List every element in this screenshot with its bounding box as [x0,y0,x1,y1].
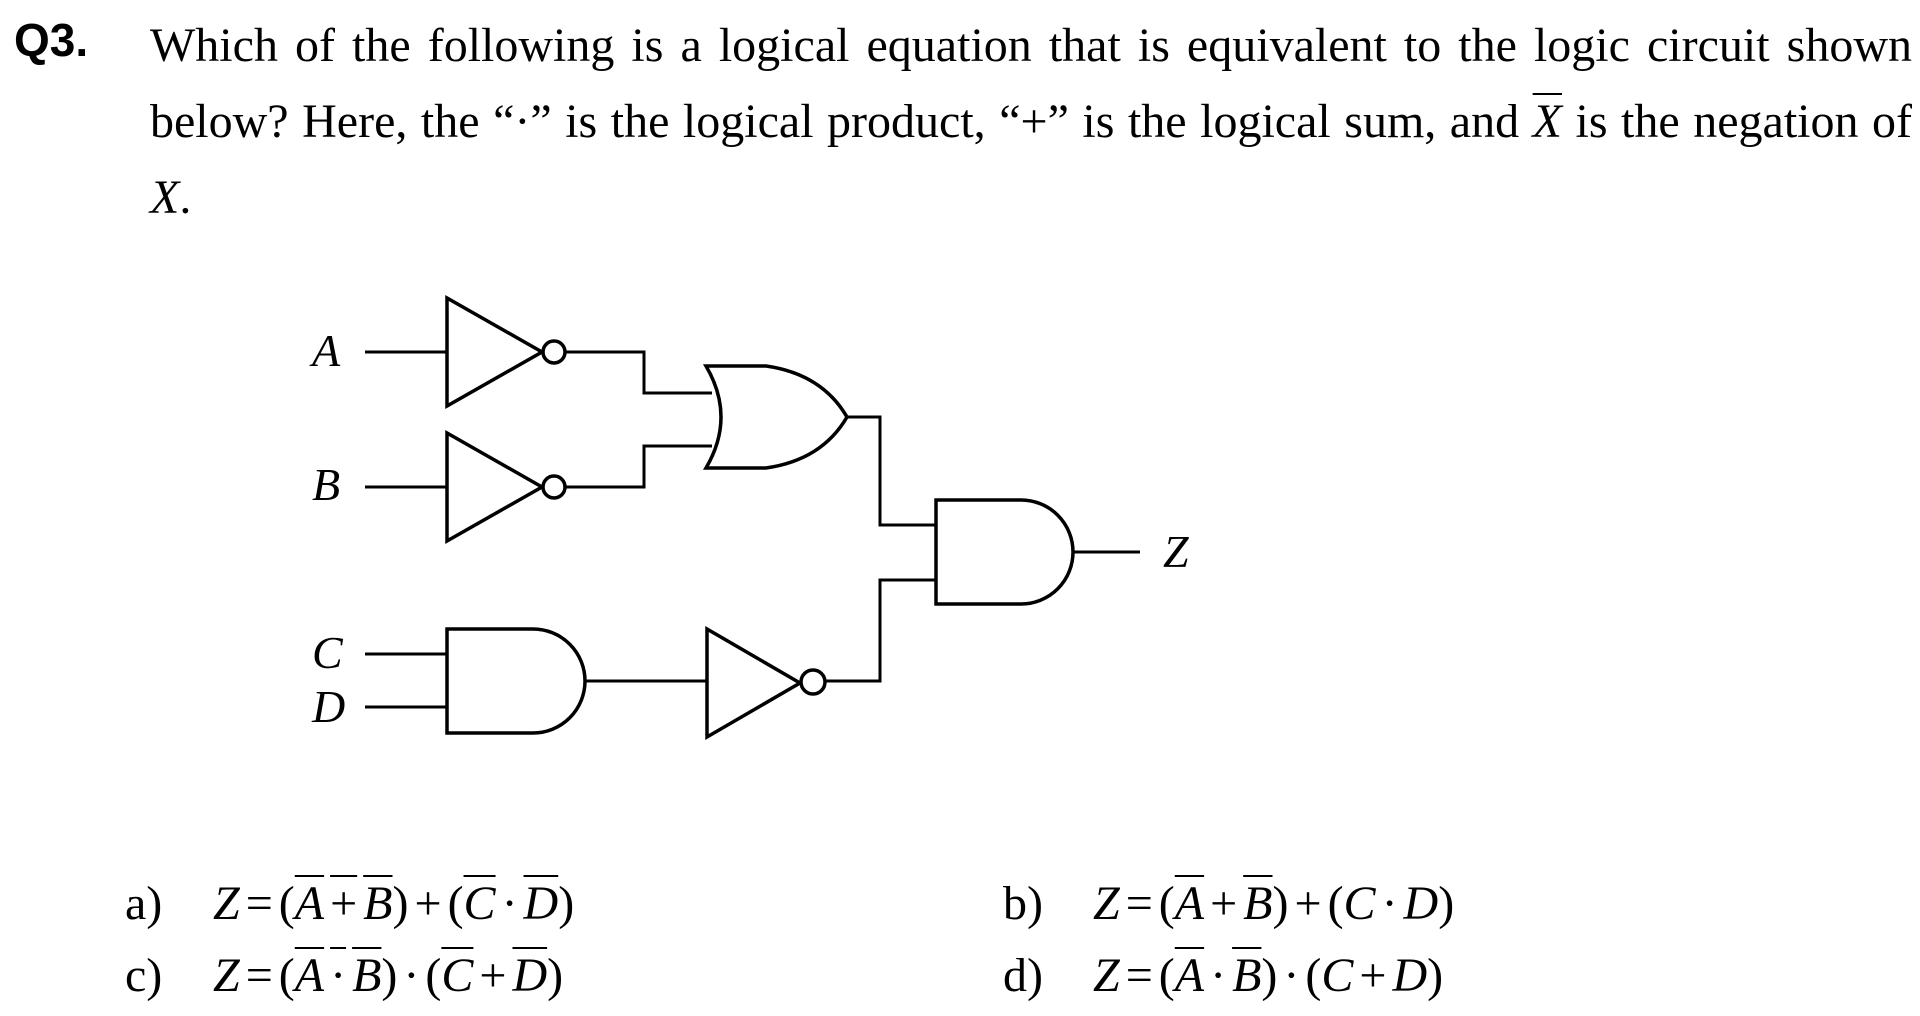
choice-a-label[interactable]: a) [125,877,163,930]
input-label-a: A [312,325,341,376]
wire-notb-to-or [566,446,712,487]
not-gate-a [447,298,565,406]
question-number: Q3. [14,14,89,66]
not-gate-b [447,433,565,541]
choice-c-formula[interactable]: $Z = (A \cdot B) \cdot (\overline{C} + \overline{D})$ [213,949,564,1002]
wire-nota-to-or [566,352,712,393]
choice-b-formula[interactable]: $Z = (\overline{A} + \overline{B}) + (C \cdot D)$ [1093,877,1455,930]
or-gate [706,366,847,468]
input-label-b: B [312,459,341,510]
negation-var: X [150,171,180,224]
input-label-c: C [312,627,343,678]
question-line-2b: is the negation of [1575,95,1913,148]
choice-d-label[interactable]: d) [1003,949,1043,1002]
wire-or-to-and [847,417,936,525]
question-text: Which of the following is a logical equation that is equivalent to the logic circuit shown below? Here, the “·” is the logical product, “+” is the logical sum, and $\overline{X}$ is the negation of X. [150,19,1913,224]
question-line-1: Which of the following is a logical equation that is equivalent to the logic circuit shown below? [150,19,1912,148]
and-gate-output [936,500,1073,604]
input-label-d: D [312,681,346,732]
question-line-2a: Here, the “·” is the logical product, “+” is the logical sum, and [302,95,1520,148]
negation-example: $\overline{X}$ [1532,95,1562,148]
choice-a-formula[interactable]: $Z = (A + B) + (\overline{C} \cdot \overline{D})$ [213,877,575,930]
and-gate-cd [447,629,585,733]
output-label-z: Z [1163,526,1189,577]
not-gate-cd [707,629,825,737]
wire-notcd-to-and [826,580,936,681]
choice-c-label[interactable]: c) [125,949,163,1002]
choice-d-formula[interactable]: $Z = (\overline{A} \cdot \overline{B}) \cdot (C + D)$ [1093,949,1444,1002]
choice-b-label[interactable]: b) [1003,877,1043,930]
